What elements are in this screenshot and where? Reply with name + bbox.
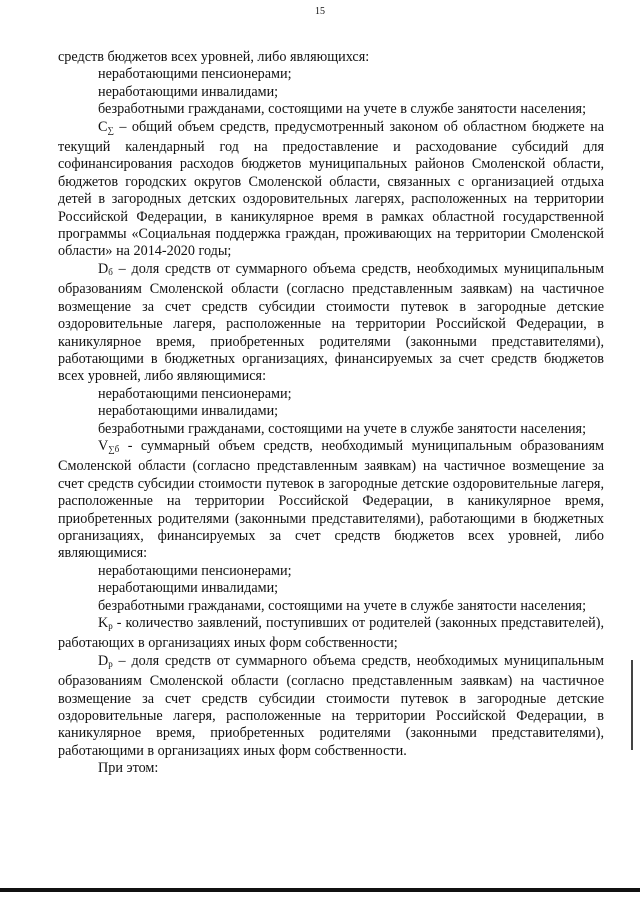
subscript: б: [108, 266, 113, 277]
subscript: ∑: [107, 124, 114, 135]
definition-text: – общий объем средств, предусмотренный законом об областном бюджете на текущий календарный год на предоставление и расходование субсидий для софинансирования расходов бюджетов муниципальных районов Смоленской области, бюджетов городских округов Смоленской области, связанных с организацией отдыха детей в загородных детских оздоровительных лагерях, расположенных на территории Российской Федерации, в каникулярное время в рамках областной государственной программы «Социальная поддержка граждан, проживающих на территории Смоленской области» на 2014-2020 годы;: [58, 118, 604, 260]
list-item: неработающими инвалидами;: [98, 403, 279, 420]
definition-d-budget: [58, 261, 604, 386]
list-item: неработающими пенсионерами;: [98, 385, 292, 402]
definition-c-total: [58, 119, 604, 261]
definition-v-total: [58, 438, 604, 563]
symbol: D: [98, 260, 109, 277]
symbol: K: [98, 615, 109, 631]
bottom-rule: [0, 888, 640, 892]
subscript: р: [108, 658, 113, 669]
definition-d-parents: [58, 653, 604, 760]
list-item: неработающими пенсионерами;: [98, 562, 292, 579]
subscript: ∑б: [108, 443, 120, 454]
subscript: р: [108, 621, 113, 631]
list-item: безработными гражданами, состоящими на учете в службе занятости населения;: [98, 597, 587, 614]
definition-text: – доля средств от суммарного объема средств, необходимых муниципальным образованиям Смоленской области (согласно представленным заявкам) на частичное возмещение за счет средств субсидии стоимости путевок в загородные детские оздоровительные лагеря, расположенные на территории Российской Федерации, в каникулярное время, приобретенных родителями (законными представителями), работающими в организациях иных форм собственности.: [58, 652, 604, 759]
definition-text: - количество заявлений, поступивших от родителей (законных представителей), работающих в организациях иных форм собственности;: [58, 615, 604, 652]
symbol: V: [98, 437, 109, 454]
list-item: неработающими пенсионерами;: [98, 66, 292, 83]
paragraph: При этом:: [98, 760, 159, 777]
symbol: D: [98, 652, 109, 669]
scan-edge-mark: [631, 660, 633, 750]
list-item: безработными гражданами, состоящими на учете в службе занятости населения;: [98, 420, 587, 437]
symbol: C: [98, 118, 108, 135]
definition-k-parents: [58, 615, 604, 653]
list-item: безработными гражданами, состоящими на учете в службе занятости населения;: [98, 101, 587, 118]
document-body: [58, 49, 604, 778]
definition-text: – доля средств от суммарного объема средств, необходимых муниципальным образованиям Смоленской области (согласно представленным заявкам) на частичное возмещение за счет средств субсидии стоимости путевок в загородные детские оздоровительные лагеря, расположенные на территории Российской Федерации, в каникулярное время, приобретенных родителями (законными представителями), работающими в бюджетных организациях, финансируемых за счет средств бюджетов всех уровней, либо являющимися:: [58, 260, 604, 385]
page-number: 15: [315, 6, 325, 17]
list-item: неработающими инвалидами;: [98, 83, 279, 100]
list-item: неработающими инвалидами;: [98, 580, 279, 597]
definition-text: - суммарный объем средств, необходимый муниципальным образованиям Смоленской области (согласно представленным заявкам) на частичное возмещение за счет средств субсидии стоимости путевок в загородные детские оздоровительные лагеря, расположенные на территории Российской Федерации, в каникулярное время, приобретенных родителями (законными представителями), работающими в бюджетных организациях, финансируемых за счет средств бюджетов всех уровней, либо являющимися:: [58, 437, 604, 562]
paragraph: средств бюджетов всех уровней, либо являющихся:: [58, 49, 370, 65]
